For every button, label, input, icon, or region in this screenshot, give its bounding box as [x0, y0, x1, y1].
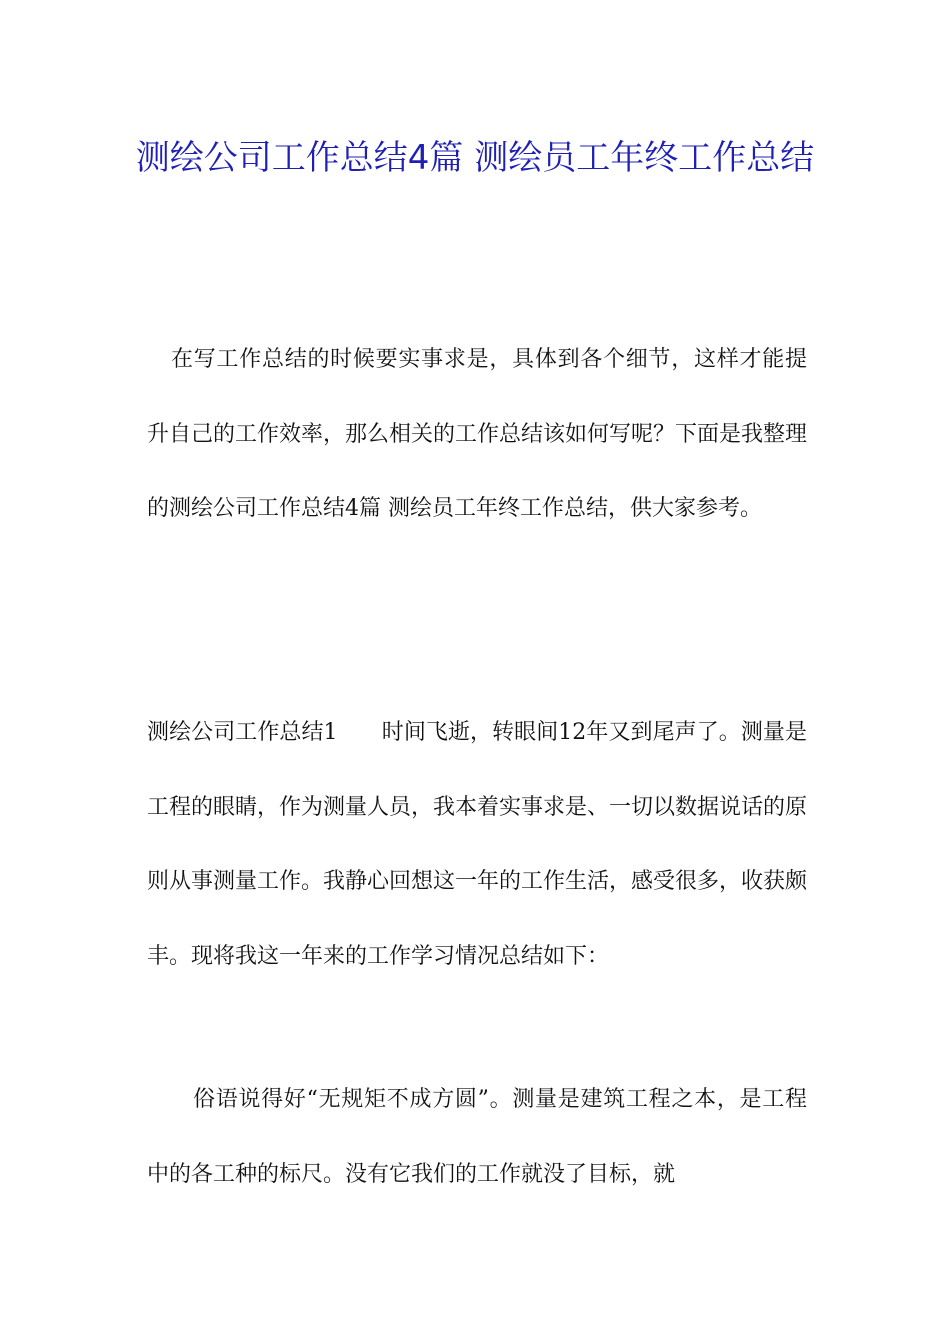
section-1-paragraph: 测绘公司工作总结1 时间飞逝，转眼间12年又到尾声了。测量是工程的眼睛，作为测量人员，我本着实事求是、一切以数据说话的原则从事测量工作。我静心回想这一年的工作生活，感受很多，收获颇丰。现将我这一年来的工作学习情况总结如下： — [147, 720, 808, 969]
document-title: 测绘公司工作总结4篇 测绘员工年终工作总结 — [135, 138, 815, 178]
intro-paragraph: 在写工作总结的时候要实事求是，具体到各个细节，这样才能提升自己的工作效率，那么相关的工作总结该如何写呢？下面是我整理的测绘公司工作总结4篇 测绘员工年终工作总结，供大家参考。 — [147, 347, 808, 521]
section-2-paragraph: 俗语说得好“无规矩不成方圆”。测量是建筑工程之本，是工程中的各工种的标尺。没有它我们的工作就没了目标，就 — [147, 1087, 807, 1187]
